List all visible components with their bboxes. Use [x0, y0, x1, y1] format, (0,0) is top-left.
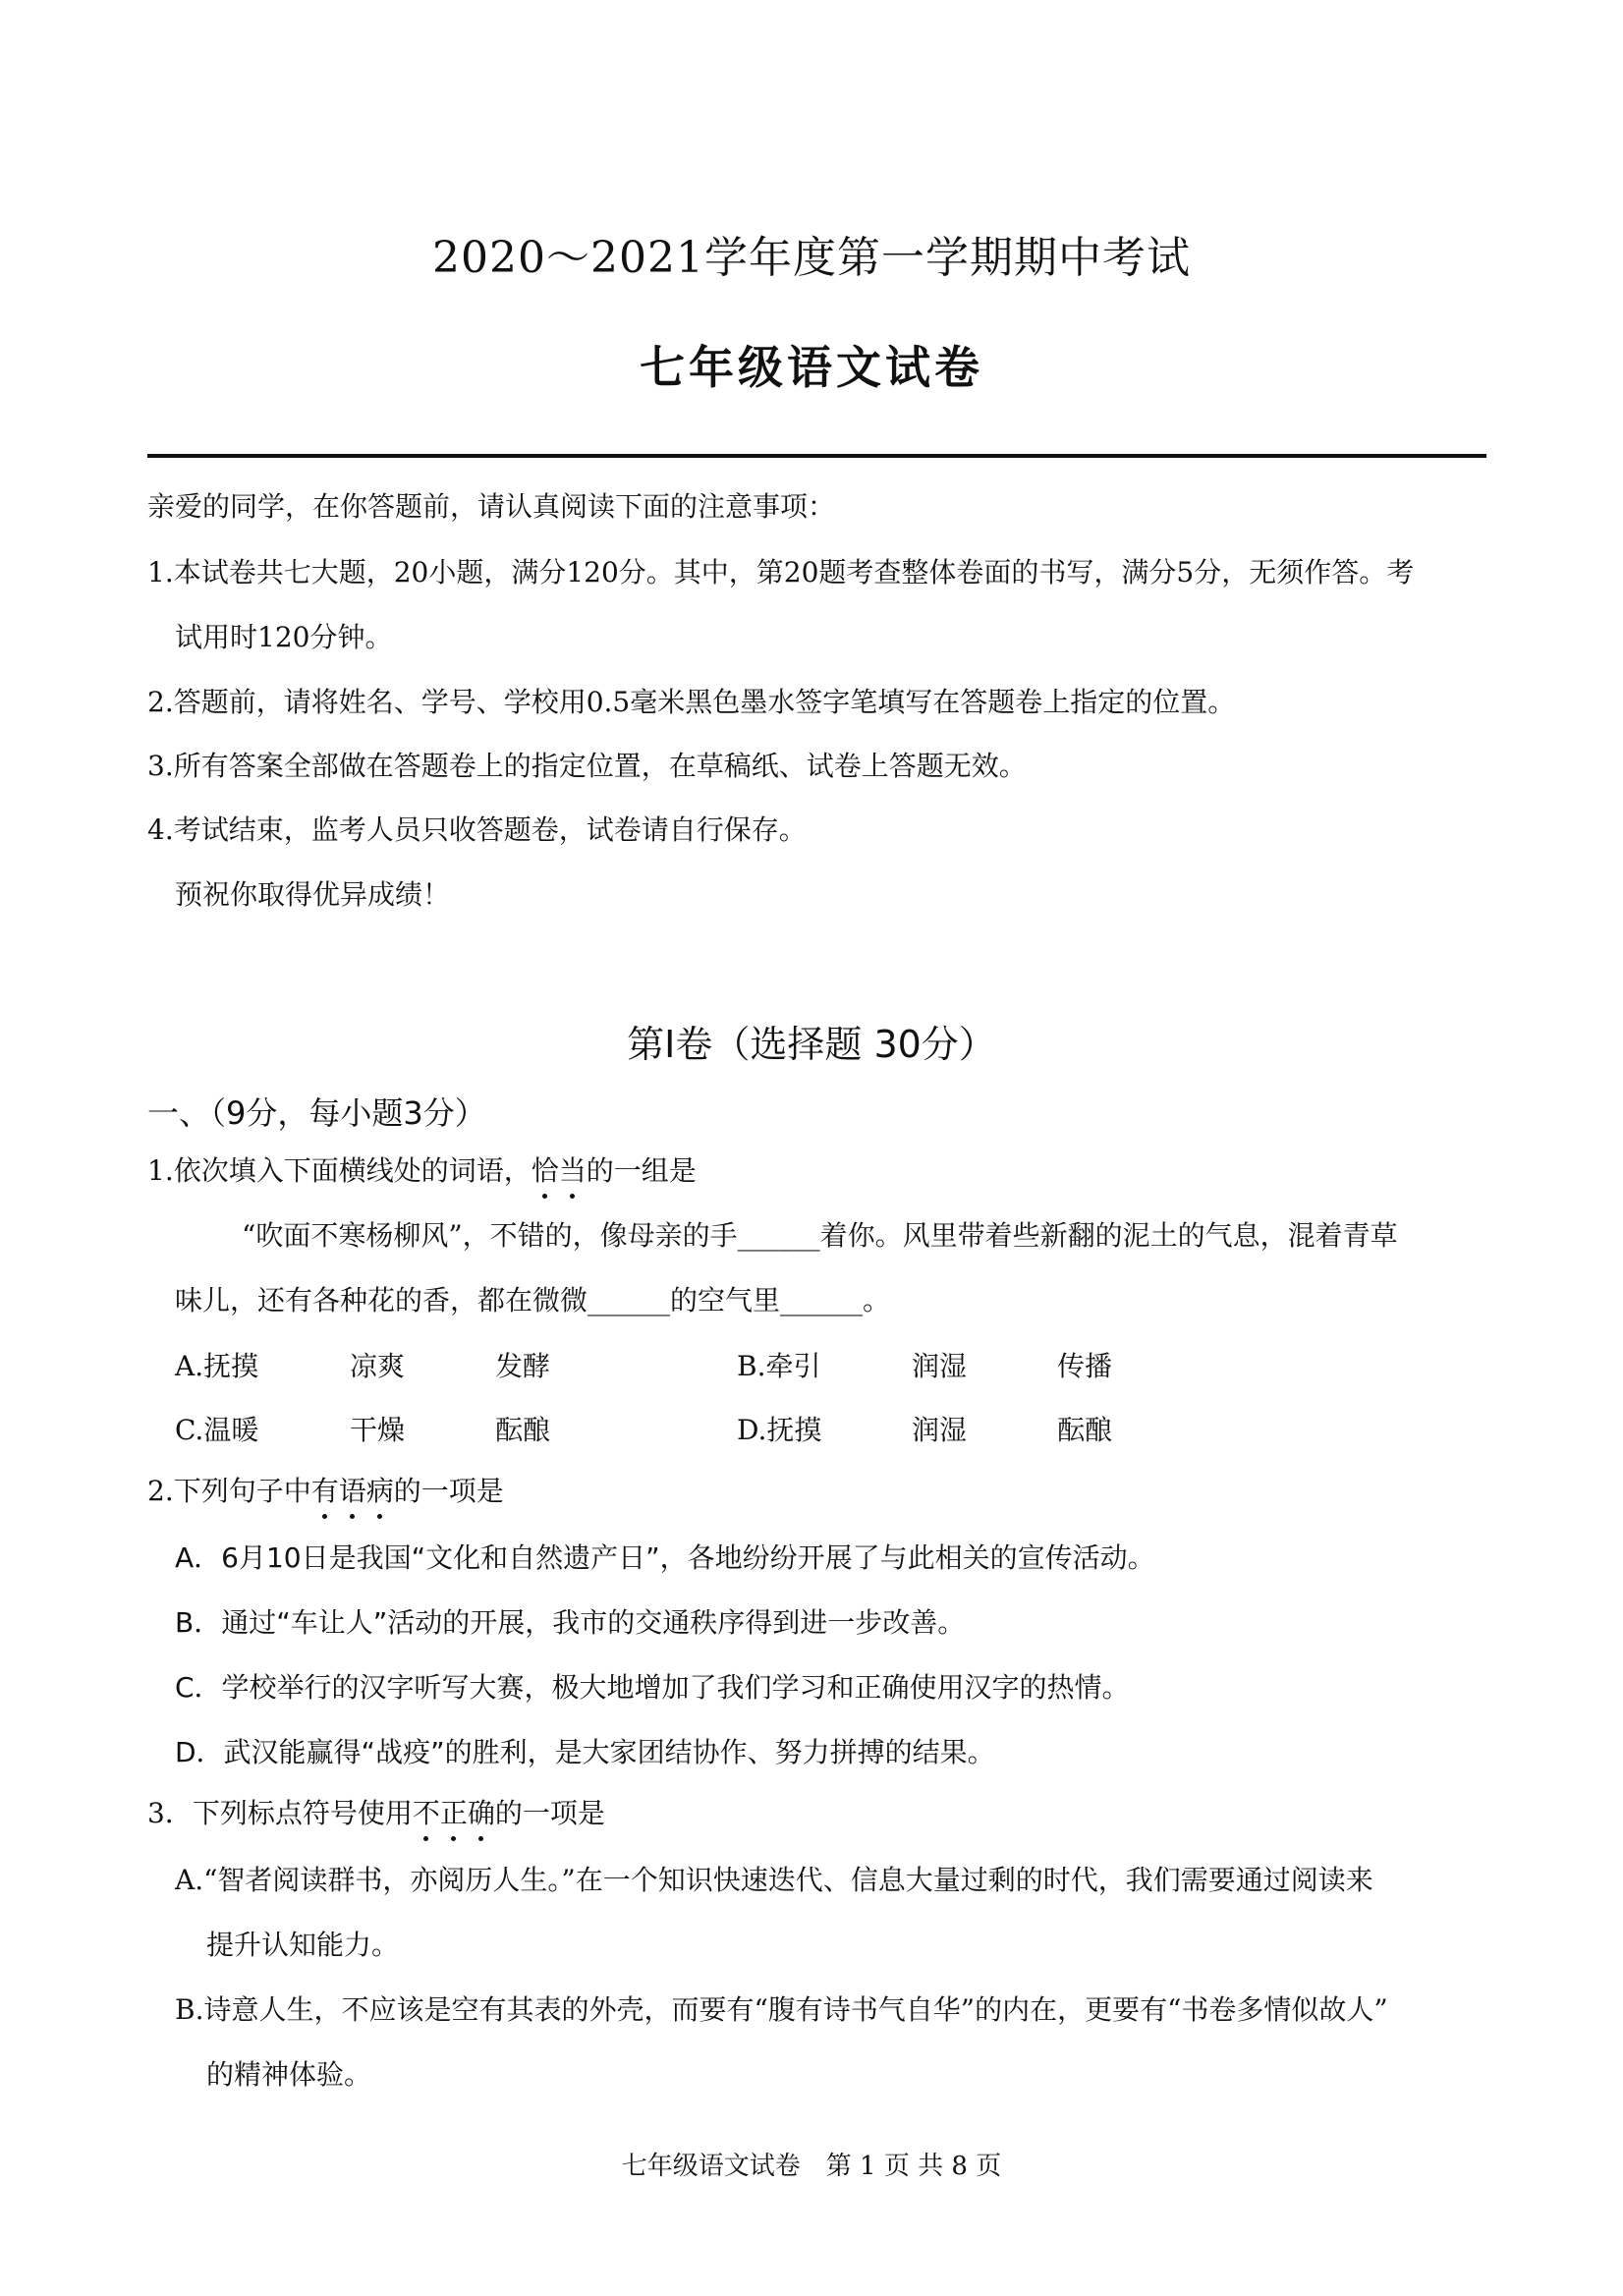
q1-option-c-word3: 酝酿 [495, 1414, 551, 1446]
q3-option-b-cont: 的精神体验。 [206, 2058, 372, 2091]
q1-option-a: A.抚摸 [175, 1350, 259, 1382]
notice-item-1-cont: 试用时120分钟。 [175, 621, 393, 653]
q1-option-a-word2: 凉爽 [350, 1350, 406, 1382]
q1-option-a-word3: 发酵 [495, 1350, 551, 1382]
section-title: 第Ⅰ卷（选择题 30分） [627, 1023, 996, 1066]
q1-passage-line-1: “吹面不寒杨柳风”，不错的，像母亲的手______着你。风里带着些新翻的泥土的气息，混着青草 [242, 1219, 1398, 1252]
q1-option-d: D.抚摸 [737, 1414, 822, 1446]
q2-option-a: A．6月10日是我国“文化和自然遗产日”，各地纷纷开展了与此相关的宣传活动。 [175, 1541, 1155, 1574]
notice-wish: 预祝你取得优异成绩！ [175, 878, 451, 911]
q1-stem-post: 的一组是 [586, 1154, 697, 1187]
q3-option-a-cont: 提升认知能力。 [206, 1929, 400, 1961]
exam-subtitle: 七年级语文试卷 [640, 341, 983, 394]
q2-option-d: D．武汉能赢得“战疫”的胜利，是大家团结协作、努力拼搏的结果。 [175, 1736, 995, 1768]
question-1-stem [147, 1153, 697, 1189]
emphasis-char: 语 [338, 1475, 366, 1507]
notice-item-1: 1.本试卷共七大题，20小题，满分120分。其中，第20题考查整体卷面的书写，满分5分，无须作答。考 [147, 556, 1415, 588]
q3-option-a: A.“智者阅读群书，亦阅历人生。”在一个知识快速迭代、信息大量过剩的时代，我们需要通过阅读来 [175, 1864, 1373, 1896]
question-2-stem [147, 1474, 504, 1509]
q1-option-d-word3: 酝酿 [1057, 1414, 1113, 1446]
q1-passage-line-2: 味儿，还有各种花的香，都在微微______的空气里______。 [175, 1284, 891, 1316]
q1-option-b: B.牵引 [737, 1350, 821, 1382]
q2-option-b: B．通过“车让人”活动的开展，我市的交通秩序得到进一步改善。 [175, 1606, 966, 1639]
header-divider [147, 454, 1486, 458]
q3-stem-post: 的一项是 [494, 1797, 605, 1829]
q1-option-d-word2: 润湿 [912, 1414, 968, 1446]
exam-title: 2020～2021学年度第一学期期中考试 [432, 233, 1191, 283]
q2-stem-post: 的一项是 [393, 1475, 504, 1507]
q1-option-b-word3: 传播 [1057, 1350, 1113, 1382]
q3-stem-pre: 3．下列标点符号使用 [147, 1797, 413, 1829]
emphasis-char: 当 [558, 1154, 587, 1187]
q1-option-c: C.温暖 [175, 1414, 259, 1446]
notice-item-3: 3.所有答案全部做在答题卷上的指定位置，在草稿纸、试卷上答题无效。 [147, 750, 1027, 782]
q3-option-b: B.诗意人生，不应该是空有其表的外壳，而要有“腹有诗书气自华”的内在，更要有“书卷多情似故人” [175, 1993, 1388, 2026]
emphasis-char: 正 [439, 1797, 468, 1829]
emphasis-char: 确 [467, 1797, 495, 1829]
question-3-stem [147, 1796, 605, 1831]
page-footer: 七年级语文试卷 第 1 页 共 8 页 [621, 2152, 1002, 2181]
q2-stem-pre: 2.下列句子中 [147, 1475, 311, 1507]
part-one-heading: 一、（9分，每小题3分） [147, 1094, 486, 1132]
notice-item-2: 2.答题前，请将姓名、学号、学校用0.5毫米黑色墨水签字笔填写在答题卷上指定的位置。 [147, 686, 1236, 718]
q1-stem-pre: 1.依次填入下面横线处的词语， [147, 1154, 532, 1187]
q2-option-c: C．学校举行的汉字听写大赛，极大地增加了我们学习和正确使用汉字的热情。 [175, 1671, 1130, 1704]
q1-option-b-word2: 润湿 [912, 1350, 968, 1382]
notice-intro: 亲爱的同学，在你答题前，请认真阅读下面的注意事项： [147, 490, 836, 523]
q1-option-c-word2: 干燥 [350, 1414, 406, 1446]
emphasis-char: 不 [412, 1797, 440, 1829]
emphasis-char: 病 [365, 1475, 394, 1507]
emphasis-char: 有 [310, 1475, 339, 1507]
emphasis-char: 恰 [531, 1154, 559, 1187]
notice-item-4: 4.考试结束，监考人员只收答题卷，试卷请自行保存。 [147, 813, 807, 846]
